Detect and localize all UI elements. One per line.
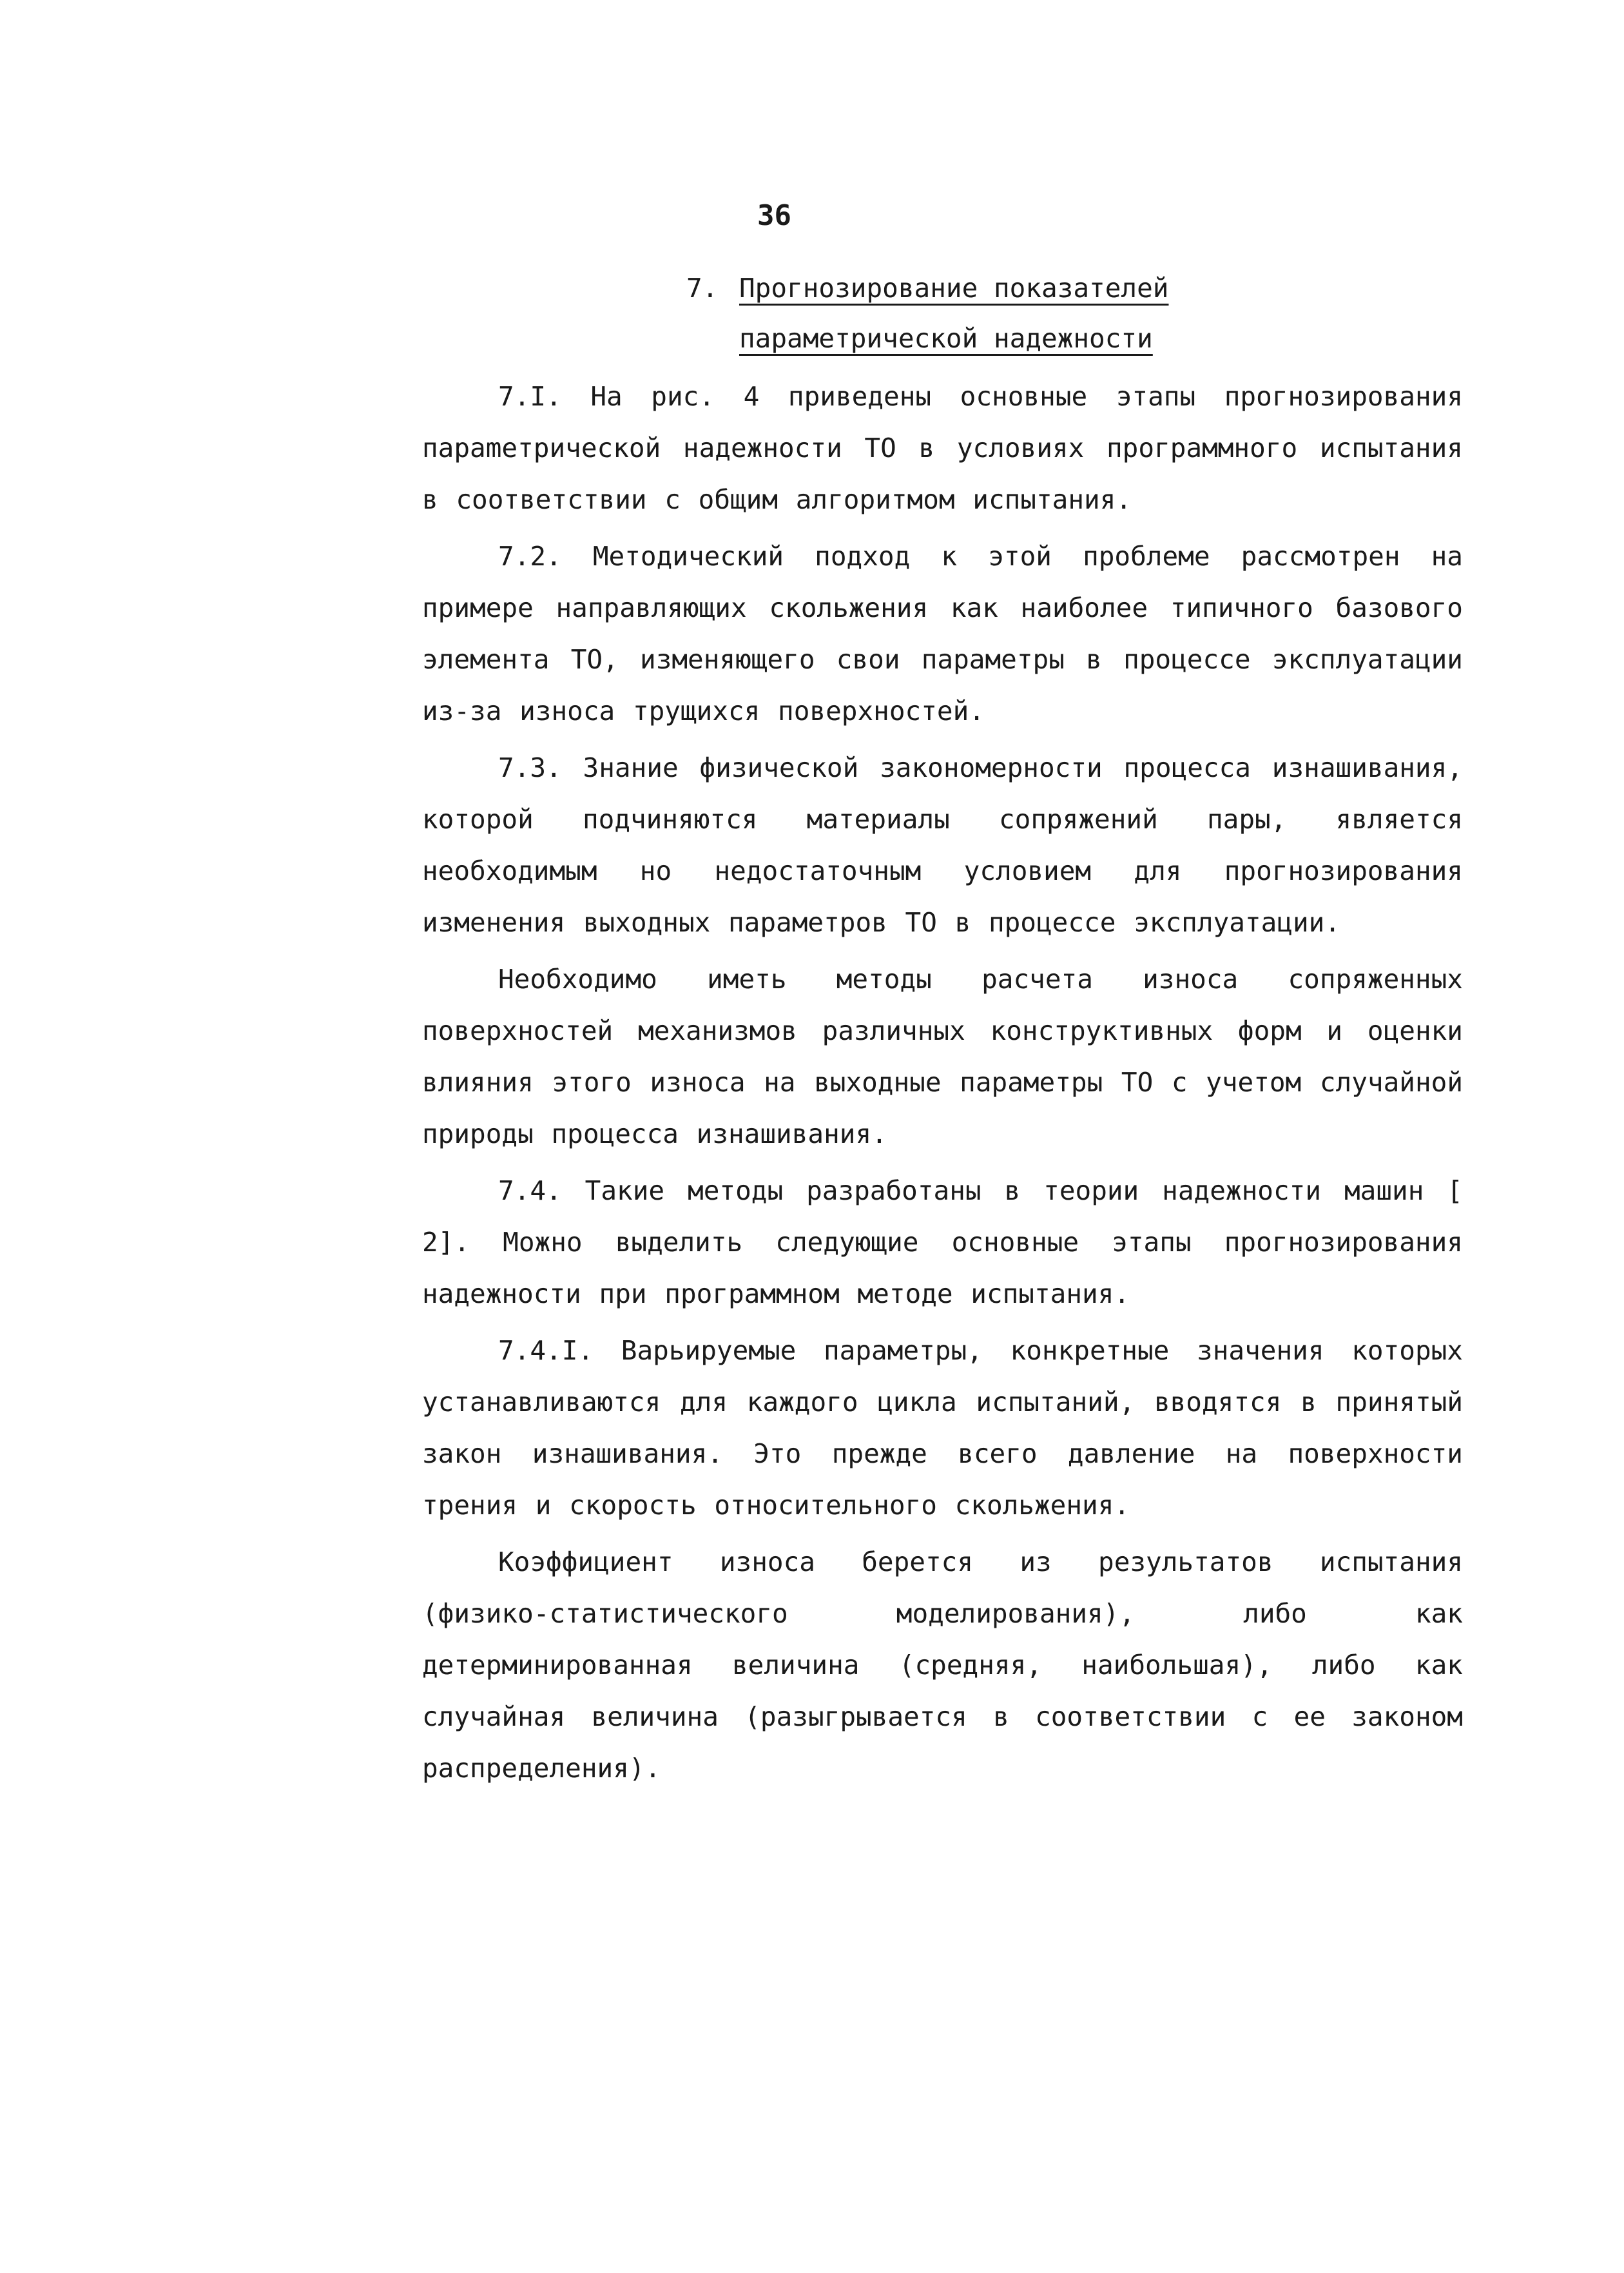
section-number: 7. [686, 273, 719, 304]
paragraph-7-3-continuation: Необходимо иметь методы расчета износа сопряженных поверхностей механизмов различных конструктивных форм и оценки влияния этого износа на выходные параметры ТО с учетом случайной природы процесса изнашивания. [422, 964, 1463, 1149]
section-heading-line-2 [686, 313, 1202, 364]
section-title-line-1: Прогнозирование показателей [739, 273, 1169, 304]
section-heading [686, 263, 1202, 364]
paragraph-7-4: 7.4. Такие методы разработаны в теории надежности машин [ 2]. Можно выделить следующие основные этапы прогнозирования надежности при программном методе испытания. [422, 1175, 1463, 1309]
paragraph-7-3: 7.3. Знание физической закономерности процесса изнашивания, которой подчиняются материалы сопряжений пары, является необходимым но недостаточным условием для прогнозирования изменения выходных параметров ТО в процессе эксплуатации. [422, 752, 1463, 938]
section-heading-line-1 [686, 263, 1202, 313]
paragraph-7-4-1: 7.4.I. Варьируемые параметры, конкретные значения которых устанавливаются для каждого цикла испытаний, вводятся в принятый закон изнашивания. Это прежде всего давление на поверхности трения и скорость относительного скольжения. [422, 1335, 1463, 1521]
page-number: 36 [757, 199, 791, 232]
section-title-line-2: параметрической надежности [739, 323, 1153, 354]
paragraph-7-2: 7.2. Методический подход к этой проблеме рассмотрен на примере направляющих скольжения как наиболее типичного базового элемента ТО, изменяющего свои параметры в процессе эксплуатации из-за износа трущихся поверхностей. [422, 541, 1463, 727]
body-text [422, 371, 1463, 1794]
paragraph-7-1: 7.I. На рис. 4 приведены основные этапы прогнозирования параmетрической надежности ТО в условиях программного испытания в соответствии с общим алгоритмом испытания. [422, 381, 1463, 515]
paragraph-7-4-1-continuation: Коэффициент износа берется из результатов испытания (физико-статистического моделирования), либо как детерминированная величина (средняя, наибольшая), либо как случайная величина (разыгрывается в соответствии с ее законом распределения). [422, 1546, 1463, 1784]
